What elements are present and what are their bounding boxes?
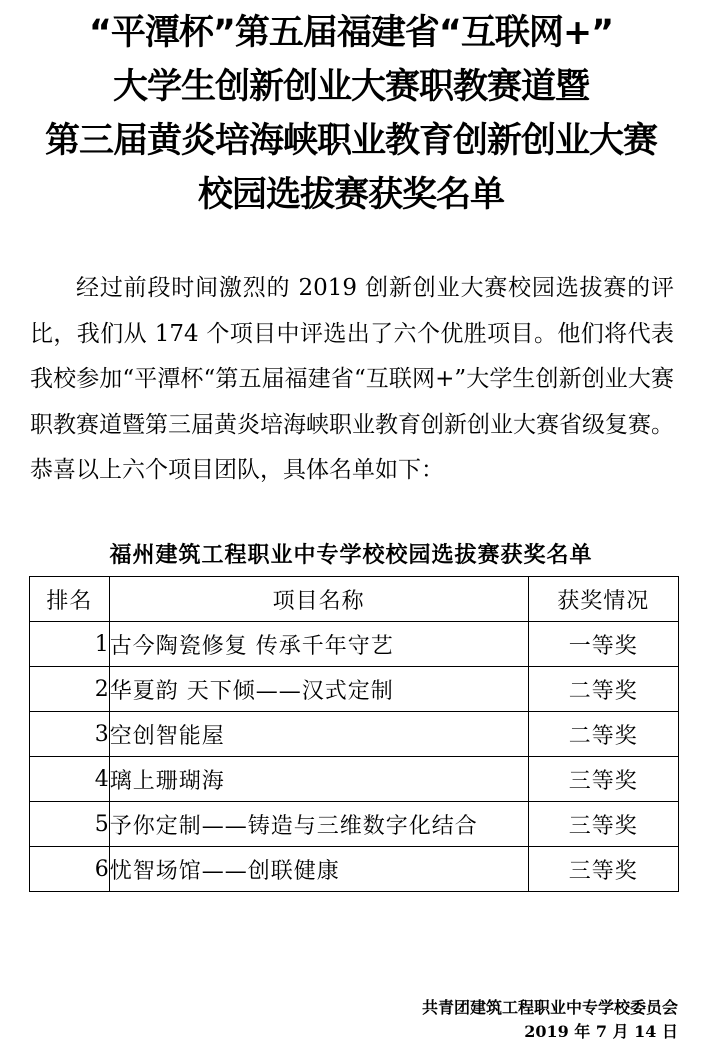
row-award: 一等奖 xyxy=(528,622,678,667)
table-row xyxy=(30,667,679,712)
table-title: 福州建筑工程职业中专学校校园选拔赛获奖名单 xyxy=(109,542,593,568)
body-paragraph: 经过前段时间激烈的 2019 创新创业大赛校园选拔赛的评比，我们从 174 个项目中评选出了六个优胜项目。他们将代表我校参加“平潭杯“第五届福建省“互联网+”大学生创新创业大赛职教赛道暨第三届黄炎培海峡职业教育创新创业大赛省级复赛。恭喜以上六个项目团队，具体名单如下： xyxy=(30,275,674,484)
title-line-1: “平潭杯”第五届福建省“互联网+” xyxy=(88,13,614,53)
row-award: 二等奖 xyxy=(528,712,678,757)
signature-date: 2019 年 7 月 14 日 xyxy=(524,1022,678,1041)
row-rank: 6 xyxy=(30,847,110,892)
row-award: 二等奖 xyxy=(528,667,678,712)
table-header-row xyxy=(30,577,679,622)
row-project-name: 璃上珊瑚海 xyxy=(109,757,528,802)
header-award: 获奖情况 xyxy=(528,577,678,622)
row-rank: 1 xyxy=(30,622,110,667)
header-project-name: 项目名称 xyxy=(109,577,528,622)
title-line-3: 第三届黄炎培海峡职业教育创新创业大赛 xyxy=(44,121,657,161)
body-text xyxy=(30,266,674,494)
row-rank: 4 xyxy=(30,757,110,802)
row-project-name: 古今陶瓷修复 传承千年守艺 xyxy=(109,622,528,667)
awards-table xyxy=(29,576,679,892)
document-title xyxy=(0,0,702,222)
row-project-name: 忧智场馆——创联健康 xyxy=(109,847,528,892)
table-row xyxy=(30,712,679,757)
title-line-4: 校园选拔赛获奖名单 xyxy=(197,175,504,215)
row-project-name: 予你定制——铸造与三维数字化结合 xyxy=(109,802,528,847)
table-row xyxy=(30,802,679,847)
table-row xyxy=(30,757,679,802)
row-award: 三等奖 xyxy=(528,802,678,847)
row-rank: 2 xyxy=(30,667,110,712)
row-award: 三等奖 xyxy=(528,847,678,892)
row-rank: 5 xyxy=(30,802,110,847)
row-project-name: 华夏韵 天下倾——汉式定制 xyxy=(109,667,528,712)
row-project-name: 空创智能屋 xyxy=(109,712,528,757)
signature-block xyxy=(422,996,678,1044)
signature-organization: 共青团建筑工程职业中专学校委员会 xyxy=(421,998,678,1017)
header-rank: 排名 xyxy=(30,577,110,622)
row-rank: 3 xyxy=(30,712,110,757)
table-row xyxy=(30,847,679,892)
row-award: 三等奖 xyxy=(528,757,678,802)
title-line-2: 大学生创新创业大赛职教赛道暨 xyxy=(112,67,589,107)
table-row xyxy=(30,622,679,667)
